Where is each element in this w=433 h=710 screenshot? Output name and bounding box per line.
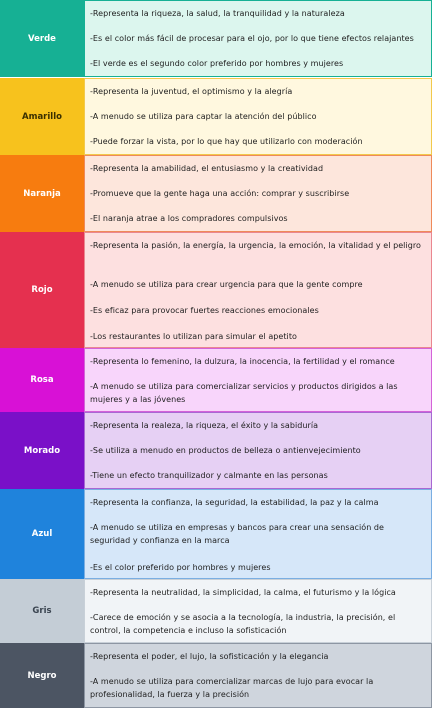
table-row	[0, 643, 432, 708]
table-row	[0, 412, 432, 489]
color-label-amarillo: Amarillo	[0, 78, 84, 155]
table-row	[0, 232, 432, 348]
description-item: -Puede forzar la vista, por lo que hay que utilizarlo con moderación	[90, 137, 363, 146]
color-label-rojo: Rojo	[0, 232, 84, 348]
color-label-gris: Gris	[0, 579, 84, 643]
description-item: -Representa la confianza, la seguridad, la estabilidad, la paz y la calma	[90, 498, 379, 507]
table-row	[0, 155, 432, 232]
description-item: -Representa lo femenino, la dulzura, la inocencia, la fertilidad y el romance	[90, 357, 395, 366]
description-item: -Tiene un efecto tranquilizador y calmante en las personas	[90, 471, 328, 480]
color-description	[84, 0, 432, 77]
color-description	[84, 155, 432, 232]
color-label-naranja: Naranja	[0, 155, 84, 232]
color-label-rosa: Rosa	[0, 348, 84, 412]
description-item: -A menudo se utiliza para crear urgencia para que la gente compre	[90, 280, 363, 289]
color-description	[84, 232, 432, 348]
description-item: -Es el color preferido por hombres y mujeres	[90, 563, 271, 572]
description-item: -Representa la realeza, la riqueza, el éxito y la sabiduría	[90, 421, 319, 430]
description-item: -Los restaurantes lo utilizan para simular el apetito	[90, 332, 297, 341]
description-item: -Se utiliza a menudo en productos de belleza o antienvejecimiento	[90, 446, 361, 455]
table-row	[0, 579, 432, 643]
description-item: -Representa la neutralidad, la simplicidad, la calma, el futurismo y la lógica	[90, 588, 396, 597]
description-item: -Representa la riqueza, la salud, la tranquilidad y la naturaleza	[90, 9, 345, 18]
description-item: -Representa la pasión, la energía, la urgencia, la emoción, la vitalidad y el peligro	[90, 241, 421, 250]
description-item: -Carece de emoción y se asocia a la tecnología, la industria, la precisión, el control, la competencia e incluso la sofisticación	[90, 613, 396, 635]
color-label-verde: Verde	[0, 0, 84, 77]
description-item: -El naranja atrae a los compradores compulsivos	[90, 214, 288, 223]
description-item: -Es eficaz para provocar fuertes reacciones emocionales	[90, 306, 319, 315]
description-item: -Representa la amabilidad, el entusiasmo y la creatividad	[90, 164, 324, 173]
description-item: -A menudo se utiliza para comercializar marcas de lujo para evocar la profesionalidad, la fuerza y la precisión	[90, 677, 374, 699]
color-description	[84, 78, 432, 155]
description-item: -Promueve que la gente haga una acción: comprar y suscribirse	[90, 189, 350, 198]
description-item: -Es el color más fácil de procesar para el ojo, por lo que tiene efectos relajantes	[90, 34, 414, 43]
color-description	[84, 348, 432, 412]
color-description	[84, 412, 432, 489]
color-description	[84, 489, 432, 579]
description-item: -A menudo se utiliza para comercializar servicios y productos dirigidos a las mujeres y a las jóvenes	[90, 382, 398, 404]
description-item: -El verde es el segundo color preferido por hombres y mujeres	[90, 59, 344, 68]
description-item: -A menudo se utiliza para captar la atención del público	[90, 112, 317, 121]
table-row	[0, 0, 432, 77]
color-description	[84, 579, 432, 643]
color-label-azul: Azul	[0, 489, 84, 579]
color-description	[84, 643, 432, 708]
description-item: -Representa el poder, el lujo, la sofisticación y la elegancia	[90, 652, 329, 661]
table-row	[0, 489, 432, 579]
description-item: -Representa la juventud, el optimismo y la alegría	[90, 87, 293, 96]
description-item: -A menudo se utiliza en empresas y bancos para crear una sensación de seguridad y confianza en la marca	[90, 523, 385, 545]
table-row	[0, 348, 432, 412]
table-row	[0, 78, 432, 155]
color-label-morado: Morado	[0, 412, 84, 489]
color-label-negro: Negro	[0, 643, 84, 708]
